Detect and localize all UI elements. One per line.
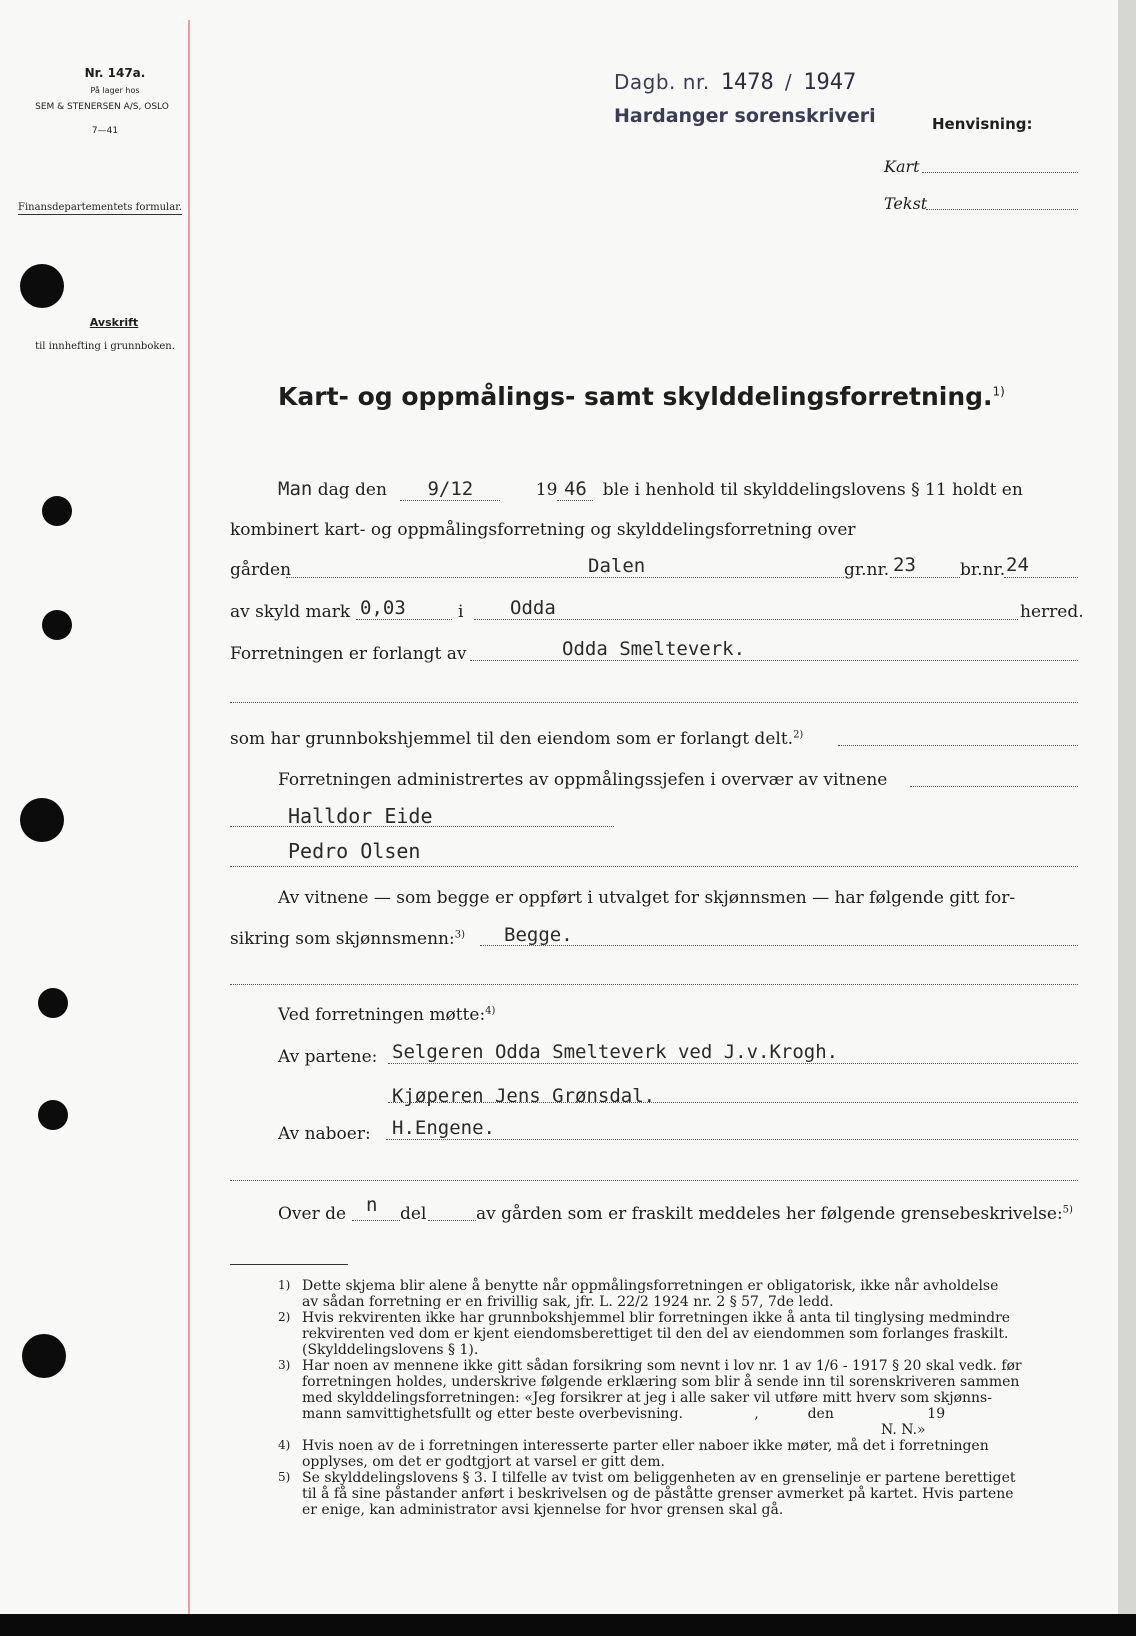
- admin-field[interactable]: [910, 786, 1078, 787]
- punch-hole: [38, 1100, 68, 1130]
- partene-label: Av partene:: [278, 1047, 378, 1067]
- del-label: del: [400, 1204, 427, 1224]
- intro-rest: ble i henhold til skylddelingslovens § 11 holdt en: [602, 480, 1023, 500]
- herred-field[interactable]: [474, 619, 1018, 620]
- journal-stamp: [614, 70, 856, 95]
- document-title-text: Kart- og oppmålings- samt skylddelingsforretning.: [278, 382, 993, 411]
- herred-label: herred.: [1020, 602, 1084, 622]
- footnote-line: N. N.»: [881, 1422, 926, 1438]
- over-value: n: [366, 1194, 378, 1216]
- herred-value: Odda: [510, 597, 556, 619]
- blank-line[interactable]: [230, 1180, 1078, 1181]
- print-code: 7—41: [91, 126, 119, 136]
- punch-hole: [20, 798, 64, 842]
- vitner-footnote-ref: 3): [454, 929, 465, 941]
- partene-value1: Selgeren Odda Smelteverk ved J.v.Krogh.: [392, 1041, 839, 1063]
- year-prefix: 19: [535, 480, 558, 500]
- garden-name: Dalen: [588, 555, 646, 577]
- title-footnote-ref: 1): [992, 384, 1005, 399]
- grunnbok-line: [230, 729, 803, 749]
- publisher-line1: På lager hos: [90, 86, 140, 95]
- footnote-line: med skylddelingsforretningen: «Jeg forsikrer at jeg i alle saker vil utføre mitt hverv som skjønns-: [302, 1390, 992, 1406]
- footnote-number: 1): [278, 1278, 291, 1292]
- footnote: [276, 1358, 1086, 1422]
- copy-title: Avskrift: [89, 316, 139, 329]
- footnote: [276, 1438, 1086, 1470]
- footnote-separator: [230, 1264, 348, 1265]
- footnote: [276, 1422, 1086, 1438]
- footnote-number: 3): [278, 1358, 291, 1372]
- year-field[interactable]: [557, 478, 593, 501]
- footnote-line: er enige, kan administrator avsi kjennelse for hvor grensen skal gå.: [302, 1502, 784, 1518]
- punch-hole: [20, 264, 64, 308]
- garden-label: gården: [230, 560, 292, 580]
- footnote-line: Hvis rekvirenten ikke har grunnbokshjemmel blir forretningen ikke å anta til tinglysing medmindre: [302, 1310, 1011, 1326]
- reference-heading: Henvisning:: [932, 115, 1033, 133]
- footnote-number: 4): [278, 1438, 291, 1452]
- copy-subtitle: til innhefting i grunnboken.: [35, 341, 175, 352]
- forlangt-field[interactable]: [470, 660, 1078, 661]
- footnote-line: Hvis noen av de i forretningen interesserte parter eller naboer ikke møter, må det i forretningen: [302, 1438, 989, 1454]
- footnote-line: forretningen holdes, underskrive følgende erklæring som blir å sende inn til sorenskriveren sammen: [302, 1374, 1020, 1390]
- footnote-line: opplyses, om det er godtgjort at varsel er gitt dem.: [302, 1454, 665, 1470]
- footnote-line: Se skylddelingslovens § 3. I tilfelle av tvist om beliggenheten av en grenselinje er partene berettiget: [302, 1470, 1016, 1486]
- footnote: [276, 1470, 1086, 1518]
- year-value: 46: [563, 478, 587, 500]
- journal-year: 1947: [803, 70, 857, 95]
- footnote-line: rekvirenten ved dom er kjent eiendomsberettiget til den del av eiendommen som forlanges fraskilt.: [302, 1326, 1009, 1342]
- over-rest-text: av gården som er fraskilt meddeles her følgende grensebeskrivelse:: [476, 1204, 1063, 1224]
- blank-line[interactable]: [230, 702, 1078, 703]
- intro-line: [278, 478, 1023, 501]
- punch-hole: [42, 610, 72, 640]
- footnote-line: av sådan forretning er en frivillig sak, jfr. L. 22/2 1924 nr. 2 § 57, 7de ledd.: [302, 1294, 834, 1310]
- footnote-number: 5): [278, 1470, 291, 1484]
- witness2-name: Pedro Olsen: [288, 839, 421, 863]
- witness1-name: Halldor Eide: [288, 804, 433, 828]
- reference-kart-label: Kart: [884, 157, 920, 176]
- over-field[interactable]: [352, 1220, 400, 1221]
- grunnbok-text: som har grunnbokshjemmel til den eiendom som er forlangt delt.: [230, 729, 794, 749]
- grunnbok-field[interactable]: [838, 745, 1078, 746]
- date-value: 9/12: [427, 478, 474, 500]
- dag-den-label: dag den: [317, 480, 387, 500]
- i-label: i: [458, 602, 464, 622]
- ministry-formular: Finansdepartementets formular.: [18, 202, 183, 213]
- margin-rule: [188, 20, 190, 1614]
- grnr-field[interactable]: [890, 577, 960, 578]
- naboer-label: Av naboer:: [278, 1124, 371, 1144]
- journal-separator: /: [784, 70, 793, 94]
- publisher-line2: SEM & STENERSEN A/S, OSLO: [35, 102, 169, 112]
- motte-label: Ved forretningen møtte:: [278, 1005, 486, 1025]
- vitner-line2-text: sikring som skjønnsmenn:: [230, 929, 455, 949]
- footnote-line: Dette skjema blir alene å benytte når oppmålingsforretningen er obligatorisk, ikke når avholdelse: [302, 1278, 999, 1294]
- blank-line[interactable]: [230, 984, 1078, 985]
- grunnbok-footnote-ref: 2): [793, 729, 804, 741]
- reference-tekst-field[interactable]: [926, 209, 1078, 210]
- motte-line: [278, 1005, 495, 1025]
- punch-hole: [42, 496, 72, 526]
- forlangt-value: Odda Smelteverk.: [562, 638, 746, 660]
- naboer-value: H.Engene.: [392, 1117, 495, 1139]
- vitner-line1: Av vitnene — som begge er oppført i utvalget for skjønnsmen — har følgende gitt for-: [278, 888, 1016, 908]
- journal-label: Dagb. nr.: [614, 70, 710, 94]
- reference-kart-field[interactable]: [922, 172, 1078, 173]
- grnr-value: 23: [893, 554, 916, 576]
- weekday-value[interactable]: Man: [278, 478, 313, 500]
- garden-field[interactable]: [286, 577, 844, 578]
- brnr-label: br.nr.: [960, 560, 1006, 580]
- footnote: [276, 1310, 1086, 1358]
- motte-footnote-ref: 4): [485, 1005, 496, 1017]
- witness2-field[interactable]: [230, 866, 1078, 867]
- over-label: Over de: [278, 1204, 347, 1224]
- grnr-label: gr.nr.: [844, 560, 890, 580]
- document-title: [278, 382, 1005, 411]
- punch-hole: [22, 1334, 66, 1378]
- skyld-value: 0,03: [360, 597, 406, 619]
- form-number: Nr. 147a.: [84, 66, 146, 80]
- page-edge-right: [1118, 0, 1136, 1636]
- brnr-field[interactable]: [1004, 577, 1078, 578]
- naboer-field[interactable]: [386, 1139, 1078, 1140]
- scan-border: [0, 1614, 1136, 1636]
- vitner-line2: [230, 929, 465, 949]
- footnote-number: 2): [278, 1310, 291, 1324]
- line-kombinert: kombinert kart- og oppmålingsforretning og skylddelingsforretning over: [230, 520, 856, 540]
- brnr-value: 24: [1006, 554, 1029, 576]
- footnote-line: Har noen av mennene ikke gitt sådan forsikring som nevnt i lov nr. 1 av 1/6 - 1917 § 20 skal vedk. før: [302, 1358, 1022, 1374]
- footnote-line: til å få sine påstander anført i beskrivelsen og de påståtte grenser avmerket på kartet. Hvis partene: [302, 1486, 1014, 1502]
- journal-number: 1478: [720, 70, 774, 95]
- footnote-line: mann samvittighetsfullt og etter beste overbevisning. , den 19: [302, 1406, 946, 1422]
- footnotes: [276, 1278, 1086, 1518]
- footnote: [276, 1278, 1086, 1310]
- reference-tekst-label: Tekst: [884, 194, 928, 213]
- punch-hole: [38, 988, 68, 1018]
- partene-value2: Kjøperen Jens Grønsdal.: [392, 1085, 656, 1107]
- admin-line: Forretningen administrertes av oppmålingssjefen i overvær av vitnene: [278, 770, 888, 790]
- office-stamp: Hardanger sorenskriveri: [614, 105, 876, 127]
- footnote-line: (Skylddelingslovens § 1).: [302, 1342, 479, 1358]
- skyld-field[interactable]: [356, 619, 452, 620]
- del-field[interactable]: [428, 1220, 476, 1221]
- over-footnote-ref: 5): [1062, 1204, 1073, 1216]
- over-rest: [476, 1204, 1073, 1224]
- partene-field[interactable]: [388, 1063, 1078, 1064]
- forlangt-label: Forretningen er forlangt av: [230, 644, 467, 664]
- vitner-value: Begge.: [504, 924, 573, 946]
- skyld-label: av skyld mark: [230, 602, 351, 622]
- date-field[interactable]: [400, 478, 500, 501]
